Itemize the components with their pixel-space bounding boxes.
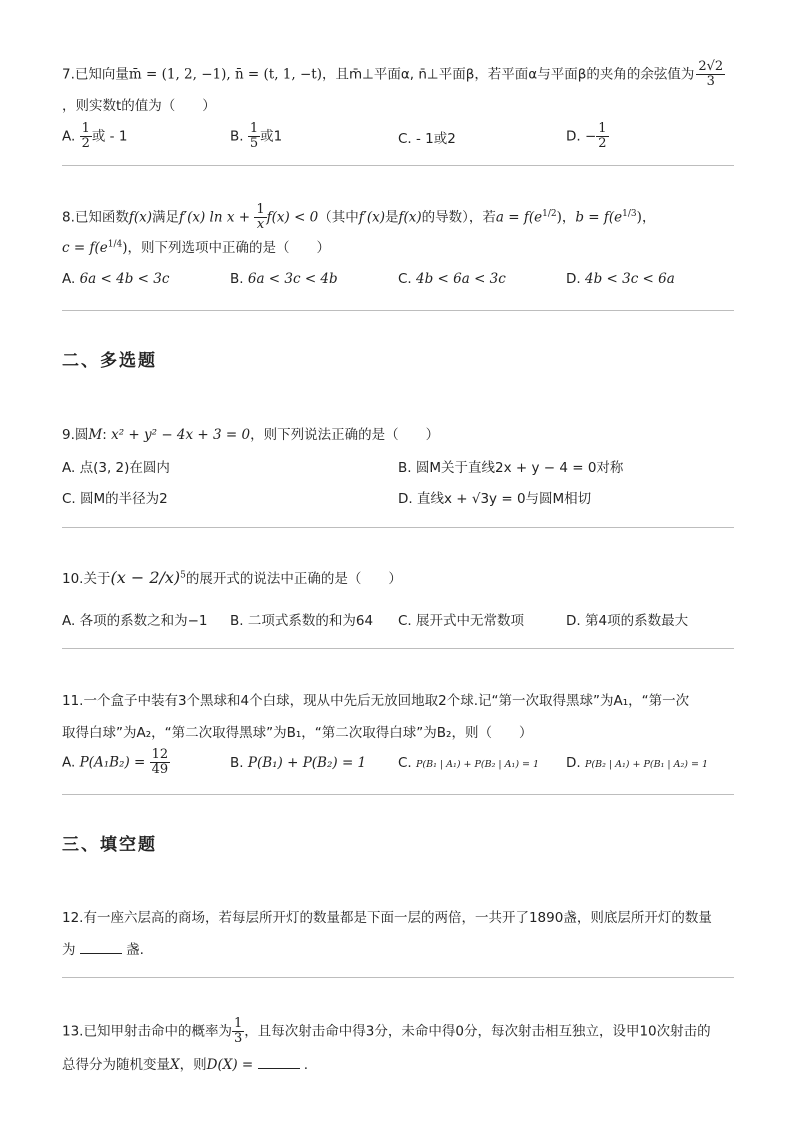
fraction: $\frac{1}{5}$ (249, 121, 259, 151)
q10-option-c[interactable]: C. 展开式中无常数项 (398, 613, 525, 629)
divider (62, 310, 734, 311)
q13-line1: 13.已知甲射击命中的概率为 $\frac{1}{3}$ ，且每次射击命中得3分，未命中得0分，每次射击相互独立，设甲10次射击的 (62, 1016, 711, 1046)
q7-vectors: m̄ = (1, 2, −1), n̄ = (t, 1, −t) (128, 66, 322, 83)
q7-text: 7.已知向量 (62, 66, 129, 83)
q11-line1: 11.一个盒子中装有3个黑球和4个白球，现从中先后无放回地取2个球.记“第一次取得黑球”为A₁，“第一次 (62, 693, 690, 709)
answer-blank[interactable] (80, 941, 122, 954)
divider (62, 794, 734, 795)
q9-option-b[interactable]: B. 圆M关于直线2x + y − 4 = 0对称 (398, 460, 624, 476)
q11-option-b[interactable]: B. P(B₁) + P(B₂) = 1 (230, 755, 367, 771)
q10-option-d[interactable]: D. 第4项的系数最大 (566, 613, 689, 629)
section-heading-multiple-choice: 二、多选题 (62, 351, 157, 371)
q10-option-b[interactable]: B. 二项式系数的和为64 (230, 613, 374, 629)
q8-line1: 8.已知函数f(x)满足f′(x) ln x + $\frac{1}{x}$ f(x) < 0（其中f′(x)是f(x)的导数），若$a = f(e^{1/2})$，$b = f(e^{1/3})$， (62, 202, 656, 232)
q9-option-a[interactable]: A. 点(3, 2)在圆内 (62, 460, 170, 476)
q11-line2: 取得白球”为A₂，“第二次取得黑球”为B₁，“第二次取得白球”为B₂，则（ ） (62, 725, 533, 741)
q7-cosine-fraction: $\frac{2√2}{3}$ (698, 59, 724, 89)
section-heading-fill-in: 三、填空题 (62, 835, 157, 855)
q9-line1: 9.圆M: x² + y² − 4x + 3 = 0，则下列说法正确的是（ ） (62, 427, 440, 443)
divider (62, 977, 734, 978)
fraction: $\frac{1}{x}$ (256, 202, 265, 232)
answer-blank[interactable] (258, 1056, 300, 1069)
q9-option-d[interactable]: D. 直线x + √3y = 0与圆M相切 (398, 491, 592, 507)
q8-option-d[interactable]: D. 4b < 3c < 6a (566, 271, 675, 287)
q7-option-d[interactable]: D. − $\frac{1}{2}$ (566, 121, 607, 151)
fraction: $\frac{1}{2}$ (81, 121, 90, 151)
q12-line1: 12.有一座六层高的商场，若每层所开灯的数量都是下面一层的两倍，一共开了1890盏，则底层所开灯的数量 (62, 910, 712, 926)
q7-line1 (62, 60, 725, 89)
q7-text: ，且 (321, 66, 349, 83)
divider (62, 165, 734, 166)
q7-option-a[interactable]: A. $\frac{1}{2}$ 或 - 1 (62, 121, 128, 151)
divider (62, 648, 734, 649)
q9-option-c[interactable]: C. 圆M的半径为2 (62, 491, 168, 507)
fraction: $\frac{12}{49}$ (151, 747, 169, 777)
q7-option-b[interactable]: B. $\frac{1}{5}$ 或1 (230, 121, 283, 151)
q7-line2: ，则实数t的值为（ ） (62, 98, 216, 114)
fraction: $\frac{1}{2}$ (598, 121, 607, 151)
divider (62, 527, 734, 528)
q11-option-c[interactable]: C. P(B₁ | A₁) + P(B₂ | A₁) = 1 (398, 755, 540, 771)
q8-option-a[interactable]: A. 6a < 4b < 3c (62, 271, 170, 287)
q7-option-c[interactable]: C. - 1或2 (398, 131, 456, 147)
q13-line2: 总得分为随机变量X，则D(X) = . (62, 1057, 309, 1073)
fraction: $\frac{1}{3}$ (233, 1016, 243, 1046)
q12-line2: 为 盏. (62, 942, 144, 958)
q7-conditions: m̄⊥平面α, n̄⊥平面β (348, 66, 475, 83)
q8-line2: $c = f(e^{1/4})$，则下列选项中正确的是（ ） (62, 239, 330, 256)
q11-option-a[interactable]: A. P(A₁B₂) = $\frac{12}{49}$ (62, 747, 169, 777)
q7-text: ，若平面α与平面β的夹角的余弦值为 (474, 66, 695, 83)
q10-option-a[interactable]: A. 各项的系数之和为−1 (62, 613, 208, 629)
q8-option-b[interactable]: B. 6a < 3c < 4b (230, 271, 338, 287)
q8-option-c[interactable]: C. 4b < 6a < 3c (398, 271, 506, 287)
q10-line1: 10.关于$(x - 2/x)^5$的展开式的说法中正确的是（ ） (62, 568, 402, 587)
q11-option-d[interactable]: D. P(B₂ | A₁) + P(B₁ | A₂) = 1 (566, 755, 709, 771)
